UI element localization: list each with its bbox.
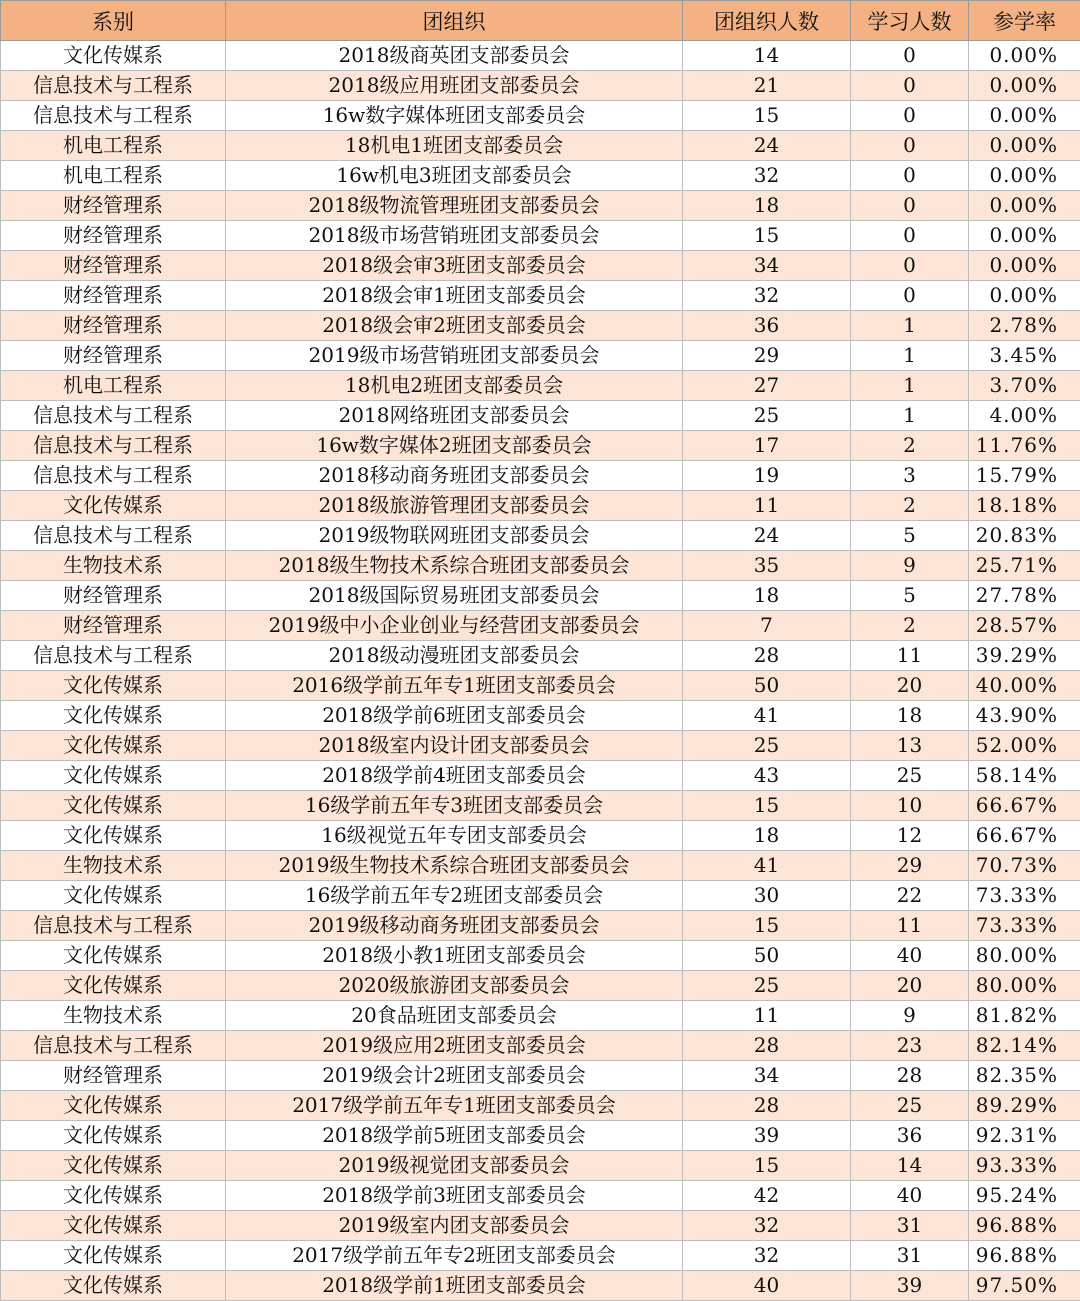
cell-organization: 2018级会审2班团支部委员会 bbox=[226, 311, 683, 341]
cell-organization: 16级视觉五年专团支部委员会 bbox=[226, 821, 683, 851]
cell-participation-rate: 39.29% bbox=[969, 641, 1080, 671]
cell-department: 文化传媒系 bbox=[1, 1121, 226, 1151]
table-row bbox=[1, 701, 1080, 731]
cell-member-count: 50 bbox=[683, 941, 851, 971]
table-row bbox=[1, 641, 1080, 671]
cell-member-count: 25 bbox=[683, 731, 851, 761]
cell-department: 文化传媒系 bbox=[1, 941, 226, 971]
cell-organization: 18机电1班团支部委员会 bbox=[226, 131, 683, 161]
cell-organization: 2018级学前4班团支部委员会 bbox=[226, 761, 683, 791]
cell-participation-rate: 89.29% bbox=[969, 1091, 1080, 1121]
cell-organization: 2018级应用班团支部委员会 bbox=[226, 71, 683, 101]
cell-participation-rate: 0.00% bbox=[969, 191, 1080, 221]
cell-department: 信息技术与工程系 bbox=[1, 101, 226, 131]
cell-participation-rate: 3.70% bbox=[969, 371, 1080, 401]
cell-department: 财经管理系 bbox=[1, 1061, 226, 1091]
cell-department: 信息技术与工程系 bbox=[1, 461, 226, 491]
cell-member-count: 15 bbox=[683, 791, 851, 821]
cell-department: 财经管理系 bbox=[1, 251, 226, 281]
cell-department: 财经管理系 bbox=[1, 221, 226, 251]
cell-department: 文化传媒系 bbox=[1, 1271, 226, 1301]
cell-member-count: 35 bbox=[683, 551, 851, 581]
cell-department: 文化传媒系 bbox=[1, 1181, 226, 1211]
cell-learner-count: 0 bbox=[851, 131, 969, 161]
cell-member-count: 30 bbox=[683, 881, 851, 911]
table-row bbox=[1, 521, 1080, 551]
cell-department: 机电工程系 bbox=[1, 131, 226, 161]
cell-member-count: 32 bbox=[683, 1241, 851, 1271]
cell-learner-count: 2 bbox=[851, 611, 969, 641]
cell-organization: 2018级市场营销班团支部委员会 bbox=[226, 221, 683, 251]
table-row bbox=[1, 1211, 1080, 1241]
cell-learner-count: 22 bbox=[851, 881, 969, 911]
cell-member-count: 18 bbox=[683, 821, 851, 851]
table-row bbox=[1, 41, 1080, 71]
cell-organization: 2020级旅游团支部委员会 bbox=[226, 971, 683, 1001]
cell-learner-count: 1 bbox=[851, 341, 969, 371]
table-row bbox=[1, 731, 1080, 761]
cell-participation-rate: 0.00% bbox=[969, 161, 1080, 191]
cell-member-count: 14 bbox=[683, 41, 851, 71]
cell-organization: 2016级学前五年专1班团支部委员会 bbox=[226, 671, 683, 701]
cell-organization: 2018级学前5班团支部委员会 bbox=[226, 1121, 683, 1151]
table-row bbox=[1, 941, 1080, 971]
cell-learner-count: 36 bbox=[851, 1121, 969, 1151]
cell-participation-rate: 0.00% bbox=[969, 131, 1080, 161]
table-row bbox=[1, 311, 1080, 341]
cell-member-count: 24 bbox=[683, 131, 851, 161]
cell-member-count: 32 bbox=[683, 281, 851, 311]
cell-participation-rate: 43.90% bbox=[969, 701, 1080, 731]
cell-learner-count: 5 bbox=[851, 521, 969, 551]
cell-member-count: 18 bbox=[683, 581, 851, 611]
cell-learner-count: 20 bbox=[851, 971, 969, 1001]
cell-department: 文化传媒系 bbox=[1, 1151, 226, 1181]
cell-organization: 2018级旅游管理团支部委员会 bbox=[226, 491, 683, 521]
cell-department: 文化传媒系 bbox=[1, 971, 226, 1001]
cell-member-count: 15 bbox=[683, 1151, 851, 1181]
cell-learner-count: 11 bbox=[851, 911, 969, 941]
table-row bbox=[1, 761, 1080, 791]
cell-organization: 2018级动漫班团支部委员会 bbox=[226, 641, 683, 671]
cell-department: 文化传媒系 bbox=[1, 1091, 226, 1121]
cell-organization: 2017级学前五年专1班团支部委员会 bbox=[226, 1091, 683, 1121]
cell-participation-rate: 70.73% bbox=[969, 851, 1080, 881]
table-row bbox=[1, 341, 1080, 371]
cell-organization: 2018级室内设计团支部委员会 bbox=[226, 731, 683, 761]
table-row bbox=[1, 671, 1080, 701]
cell-department: 财经管理系 bbox=[1, 341, 226, 371]
cell-organization: 2018级国际贸易班团支部委员会 bbox=[226, 581, 683, 611]
cell-organization: 2018级物流管理班团支部委员会 bbox=[226, 191, 683, 221]
cell-member-count: 17 bbox=[683, 431, 851, 461]
cell-participation-rate: 2.78% bbox=[969, 311, 1080, 341]
table-row bbox=[1, 1091, 1080, 1121]
cell-learner-count: 1 bbox=[851, 311, 969, 341]
cell-learner-count: 40 bbox=[851, 941, 969, 971]
table-row bbox=[1, 1151, 1080, 1181]
cell-member-count: 34 bbox=[683, 1061, 851, 1091]
cell-learner-count: 12 bbox=[851, 821, 969, 851]
cell-organization: 2018级学前1班团支部委员会 bbox=[226, 1271, 683, 1301]
cell-participation-rate: 80.00% bbox=[969, 971, 1080, 1001]
cell-learner-count: 13 bbox=[851, 731, 969, 761]
cell-organization: 16w数字媒体2班团支部委员会 bbox=[226, 431, 683, 461]
cell-department: 财经管理系 bbox=[1, 581, 226, 611]
cell-member-count: 50 bbox=[683, 671, 851, 701]
table-row bbox=[1, 1061, 1080, 1091]
cell-learner-count: 9 bbox=[851, 551, 969, 581]
cell-participation-rate: 11.76% bbox=[969, 431, 1080, 461]
cell-learner-count: 0 bbox=[851, 71, 969, 101]
cell-organization: 18机电2班团支部委员会 bbox=[226, 371, 683, 401]
cell-learner-count: 31 bbox=[851, 1211, 969, 1241]
cell-member-count: 27 bbox=[683, 371, 851, 401]
cell-learner-count: 0 bbox=[851, 221, 969, 251]
header-learner-count: 学习人数 bbox=[851, 1, 969, 41]
cell-participation-rate: 73.33% bbox=[969, 911, 1080, 941]
cell-member-count: 42 bbox=[683, 1181, 851, 1211]
cell-organization: 2018级商英团支部委员会 bbox=[226, 41, 683, 71]
cell-organization: 16级学前五年专3班团支部委员会 bbox=[226, 791, 683, 821]
cell-member-count: 24 bbox=[683, 521, 851, 551]
cell-department: 财经管理系 bbox=[1, 611, 226, 641]
cell-organization: 20食品班团支部委员会 bbox=[226, 1001, 683, 1031]
cell-member-count: 15 bbox=[683, 221, 851, 251]
cell-learner-count: 25 bbox=[851, 761, 969, 791]
cell-member-count: 28 bbox=[683, 641, 851, 671]
cell-organization: 16w机电3班团支部委员会 bbox=[226, 161, 683, 191]
cell-member-count: 34 bbox=[683, 251, 851, 281]
cell-learner-count: 39 bbox=[851, 1271, 969, 1301]
cell-participation-rate: 66.67% bbox=[969, 821, 1080, 851]
table-row bbox=[1, 611, 1080, 641]
cell-participation-rate: 82.14% bbox=[969, 1031, 1080, 1061]
cell-participation-rate: 96.88% bbox=[969, 1211, 1080, 1241]
cell-participation-rate: 95.24% bbox=[969, 1181, 1080, 1211]
table-row bbox=[1, 581, 1080, 611]
cell-organization: 2019级中小企业创业与经营团支部委员会 bbox=[226, 611, 683, 641]
cell-participation-rate: 58.14% bbox=[969, 761, 1080, 791]
cell-learner-count: 2 bbox=[851, 491, 969, 521]
cell-member-count: 25 bbox=[683, 971, 851, 1001]
cell-participation-rate: 15.79% bbox=[969, 461, 1080, 491]
cell-organization: 2019级会计2班团支部委员会 bbox=[226, 1061, 683, 1091]
table-row bbox=[1, 101, 1080, 131]
table-row bbox=[1, 221, 1080, 251]
table-row bbox=[1, 1121, 1080, 1151]
cell-participation-rate: 97.50% bbox=[969, 1271, 1080, 1301]
cell-member-count: 15 bbox=[683, 911, 851, 941]
cell-department: 财经管理系 bbox=[1, 281, 226, 311]
cell-department: 文化传媒系 bbox=[1, 731, 226, 761]
cell-organization: 2018级小教1班团支部委员会 bbox=[226, 941, 683, 971]
cell-department: 信息技术与工程系 bbox=[1, 401, 226, 431]
cell-department: 文化传媒系 bbox=[1, 1241, 226, 1271]
table-row bbox=[1, 131, 1080, 161]
cell-member-count: 41 bbox=[683, 851, 851, 881]
cell-department: 生物技术系 bbox=[1, 851, 226, 881]
cell-organization: 2018级生物技术系综合班团支部委员会 bbox=[226, 551, 683, 581]
cell-learner-count: 28 bbox=[851, 1061, 969, 1091]
header-organization: 团组织 bbox=[226, 1, 683, 41]
cell-participation-rate: 18.18% bbox=[969, 491, 1080, 521]
cell-department: 文化传媒系 bbox=[1, 791, 226, 821]
cell-department: 生物技术系 bbox=[1, 551, 226, 581]
cell-participation-rate: 0.00% bbox=[969, 71, 1080, 101]
cell-department: 财经管理系 bbox=[1, 311, 226, 341]
cell-participation-rate: 52.00% bbox=[969, 731, 1080, 761]
table-row bbox=[1, 821, 1080, 851]
cell-learner-count: 9 bbox=[851, 1001, 969, 1031]
cell-learner-count: 0 bbox=[851, 101, 969, 131]
cell-learner-count: 1 bbox=[851, 371, 969, 401]
header-member-count: 团组织人数 bbox=[683, 1, 851, 41]
cell-member-count: 28 bbox=[683, 1091, 851, 1121]
cell-member-count: 11 bbox=[683, 1001, 851, 1031]
cell-organization: 2017级学前五年专2班团支部委员会 bbox=[226, 1241, 683, 1271]
cell-participation-rate: 81.82% bbox=[969, 1001, 1080, 1031]
cell-organization: 2019级室内团支部委员会 bbox=[226, 1211, 683, 1241]
table-row bbox=[1, 911, 1080, 941]
cell-organization: 2019级移动商务班团支部委员会 bbox=[226, 911, 683, 941]
cell-participation-rate: 0.00% bbox=[969, 251, 1080, 281]
cell-member-count: 43 bbox=[683, 761, 851, 791]
cell-participation-rate: 82.35% bbox=[969, 1061, 1080, 1091]
header-department: 系别 bbox=[1, 1, 226, 41]
cell-member-count: 11 bbox=[683, 491, 851, 521]
table-row bbox=[1, 281, 1080, 311]
table-row bbox=[1, 851, 1080, 881]
cell-member-count: 15 bbox=[683, 101, 851, 131]
cell-member-count: 41 bbox=[683, 701, 851, 731]
cell-learner-count: 23 bbox=[851, 1031, 969, 1061]
table-row bbox=[1, 251, 1080, 281]
cell-learner-count: 25 bbox=[851, 1091, 969, 1121]
cell-learner-count: 2 bbox=[851, 431, 969, 461]
cell-participation-rate: 40.00% bbox=[969, 671, 1080, 701]
cell-organization: 2018级学前3班团支部委员会 bbox=[226, 1181, 683, 1211]
cell-department: 机电工程系 bbox=[1, 371, 226, 401]
cell-learner-count: 0 bbox=[851, 161, 969, 191]
cell-participation-rate: 25.71% bbox=[969, 551, 1080, 581]
cell-learner-count: 5 bbox=[851, 581, 969, 611]
cell-participation-rate: 0.00% bbox=[969, 281, 1080, 311]
table-row bbox=[1, 1181, 1080, 1211]
table-body bbox=[1, 41, 1080, 1301]
cell-department: 文化传媒系 bbox=[1, 881, 226, 911]
cell-learner-count: 10 bbox=[851, 791, 969, 821]
table-row bbox=[1, 431, 1080, 461]
cell-organization: 2019级应用2班团支部委员会 bbox=[226, 1031, 683, 1061]
cell-participation-rate: 80.00% bbox=[969, 941, 1080, 971]
table-row bbox=[1, 791, 1080, 821]
cell-learner-count: 18 bbox=[851, 701, 969, 731]
cell-participation-rate: 4.00% bbox=[969, 401, 1080, 431]
cell-member-count: 32 bbox=[683, 1211, 851, 1241]
header-participation-rate: 参学率 bbox=[969, 1, 1080, 41]
cell-participation-rate: 66.67% bbox=[969, 791, 1080, 821]
table-row bbox=[1, 71, 1080, 101]
cell-department: 文化传媒系 bbox=[1, 821, 226, 851]
cell-learner-count: 40 bbox=[851, 1181, 969, 1211]
table-header bbox=[1, 1, 1080, 41]
cell-participation-rate: 93.33% bbox=[969, 1151, 1080, 1181]
cell-participation-rate: 0.00% bbox=[969, 101, 1080, 131]
cell-department: 文化传媒系 bbox=[1, 701, 226, 731]
cell-organization: 2019级市场营销班团支部委员会 bbox=[226, 341, 683, 371]
cell-department: 信息技术与工程系 bbox=[1, 1031, 226, 1061]
cell-organization: 2018级会审3班团支部委员会 bbox=[226, 251, 683, 281]
cell-department: 文化传媒系 bbox=[1, 41, 226, 71]
cell-department: 信息技术与工程系 bbox=[1, 71, 226, 101]
table-row bbox=[1, 551, 1080, 581]
table-row bbox=[1, 491, 1080, 521]
cell-learner-count: 20 bbox=[851, 671, 969, 701]
table-row bbox=[1, 1031, 1080, 1061]
cell-participation-rate: 0.00% bbox=[969, 221, 1080, 251]
table-row bbox=[1, 401, 1080, 431]
cell-member-count: 18 bbox=[683, 191, 851, 221]
cell-member-count: 25 bbox=[683, 401, 851, 431]
table-row bbox=[1, 971, 1080, 1001]
cell-learner-count: 3 bbox=[851, 461, 969, 491]
cell-organization: 2018移动商务班团支部委员会 bbox=[226, 461, 683, 491]
cell-participation-rate: 92.31% bbox=[969, 1121, 1080, 1151]
cell-department: 机电工程系 bbox=[1, 161, 226, 191]
cell-learner-count: 1 bbox=[851, 401, 969, 431]
cell-organization: 2019级视觉团支部委员会 bbox=[226, 1151, 683, 1181]
cell-participation-rate: 0.00% bbox=[969, 41, 1080, 71]
cell-learner-count: 0 bbox=[851, 281, 969, 311]
cell-member-count: 7 bbox=[683, 611, 851, 641]
cell-organization: 2018级学前6班团支部委员会 bbox=[226, 701, 683, 731]
cell-member-count: 21 bbox=[683, 71, 851, 101]
table-row bbox=[1, 1241, 1080, 1271]
cell-department: 生物技术系 bbox=[1, 1001, 226, 1031]
table-row bbox=[1, 191, 1080, 221]
table-row bbox=[1, 1001, 1080, 1031]
cell-organization: 2019级物联网班团支部委员会 bbox=[226, 521, 683, 551]
cell-member-count: 40 bbox=[683, 1271, 851, 1301]
cell-learner-count: 29 bbox=[851, 851, 969, 881]
cell-member-count: 28 bbox=[683, 1031, 851, 1061]
cell-department: 信息技术与工程系 bbox=[1, 911, 226, 941]
cell-department: 财经管理系 bbox=[1, 191, 226, 221]
cell-member-count: 39 bbox=[683, 1121, 851, 1151]
cell-learner-count: 0 bbox=[851, 191, 969, 221]
cell-member-count: 19 bbox=[683, 461, 851, 491]
cell-department: 文化传媒系 bbox=[1, 761, 226, 791]
cell-participation-rate: 96.88% bbox=[969, 1241, 1080, 1271]
cell-organization: 16w数字媒体班团支部委员会 bbox=[226, 101, 683, 131]
cell-member-count: 32 bbox=[683, 161, 851, 191]
cell-department: 文化传媒系 bbox=[1, 1211, 226, 1241]
table-row bbox=[1, 1271, 1080, 1301]
cell-learner-count: 0 bbox=[851, 251, 969, 281]
cell-participation-rate: 28.57% bbox=[969, 611, 1080, 641]
cell-organization: 2018网络班团支部委员会 bbox=[226, 401, 683, 431]
cell-member-count: 36 bbox=[683, 311, 851, 341]
cell-department: 文化传媒系 bbox=[1, 671, 226, 701]
cell-department: 信息技术与工程系 bbox=[1, 641, 226, 671]
table-row bbox=[1, 371, 1080, 401]
cell-participation-rate: 27.78% bbox=[969, 581, 1080, 611]
table-row bbox=[1, 161, 1080, 191]
cell-organization: 16级学前五年专2班团支部委员会 bbox=[226, 881, 683, 911]
cell-member-count: 29 bbox=[683, 341, 851, 371]
cell-department: 信息技术与工程系 bbox=[1, 521, 226, 551]
cell-organization: 2019级生物技术系综合班团支部委员会 bbox=[226, 851, 683, 881]
cell-learner-count: 0 bbox=[851, 41, 969, 71]
cell-learner-count: 31 bbox=[851, 1241, 969, 1271]
cell-learner-count: 11 bbox=[851, 641, 969, 671]
table-row bbox=[1, 461, 1080, 491]
cell-participation-rate: 20.83% bbox=[969, 521, 1080, 551]
cell-learner-count: 14 bbox=[851, 1151, 969, 1181]
cell-organization: 2018级会审1班团支部委员会 bbox=[226, 281, 683, 311]
cell-department: 信息技术与工程系 bbox=[1, 431, 226, 461]
cell-department: 文化传媒系 bbox=[1, 491, 226, 521]
header-row bbox=[1, 1, 1080, 41]
cell-participation-rate: 3.45% bbox=[969, 341, 1080, 371]
cell-participation-rate: 73.33% bbox=[969, 881, 1080, 911]
table-row bbox=[1, 881, 1080, 911]
